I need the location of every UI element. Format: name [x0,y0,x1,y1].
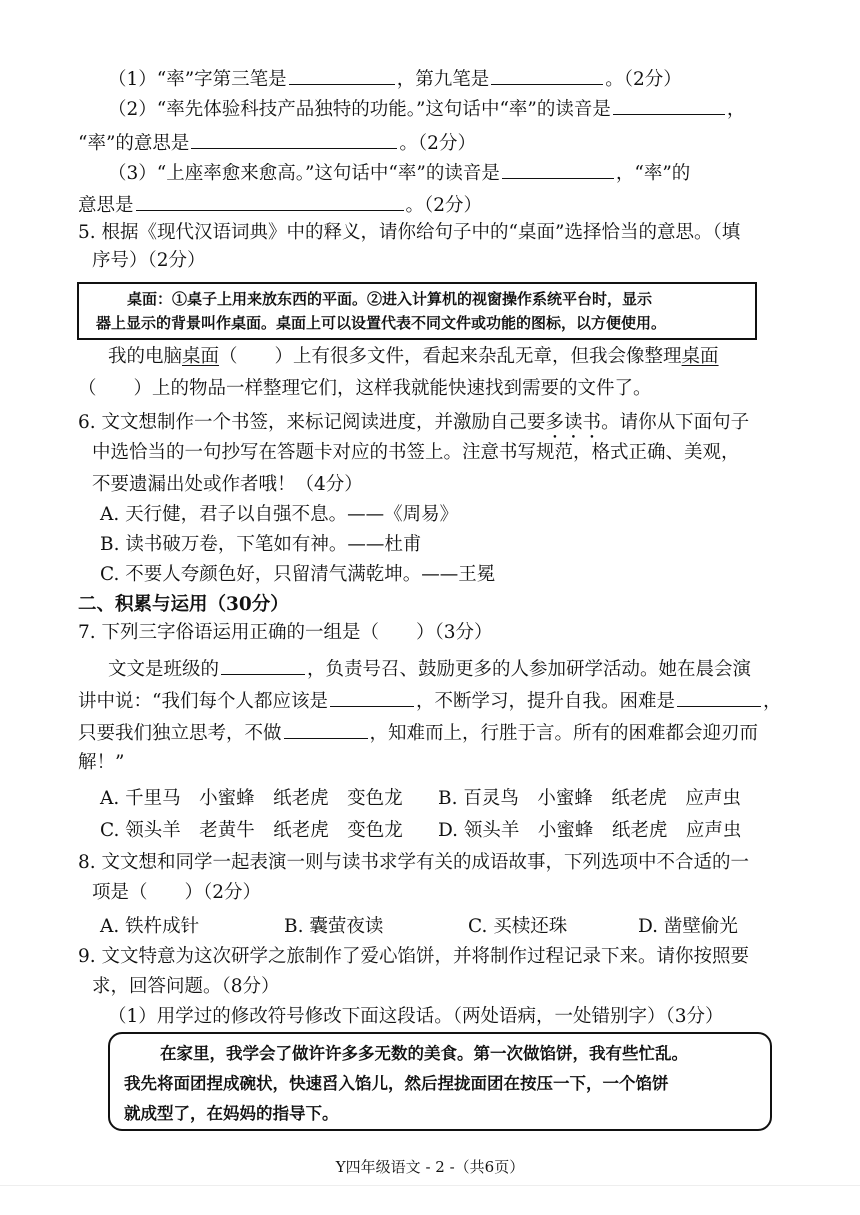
q5-underlined-word: 桌面 [182,346,220,367]
q4-part1 [108,66,682,91]
q9-stem-line1: 9. 文文特意为这次研学之旅制作了爱心馅饼，并将制作过程记录下来。请你按照要 [78,946,750,967]
q7-option-b: B. 百灵鸟 小蜜蜂 纸老虎 应声虫 [438,788,741,809]
answer-blank[interactable] [284,720,368,739]
q9-subquestion-1: （1）用学过的修改符号修改下面这段话。（两处语病，一处错别字）（3分） [108,1006,724,1027]
q6-stem-line2: 中选恰当的一句抄写在答题卡对应的书签上。注意书写规范，格式正确、美观， [92,442,740,463]
q4-p1-text-a: （1）“率”字第三笔是 [108,69,287,90]
q6-option-c: C. 不要人夸颜色好，只留清气满乾坤。——王冕 [100,564,496,585]
q7-stem: 7. 下列三字俗语运用正确的一组是（ ）（3分） [78,622,493,643]
q7-option-a: A. 千里马 小蜜蜂 纸老虎 变色龙 [100,788,403,809]
answer-blank[interactable] [502,160,614,179]
q8-stem-line2: 项是（ ）（2分） [92,882,262,903]
q5-s1-text-b: （ ）上有很多文件，看起来杂乱无章，但我会像整理 [219,346,682,367]
q8-option-d: D. 凿壁偷光 [638,916,738,937]
paragraph-line: 在家里，我学会了做许许多多无数的美食。第一次做馅饼，我有些忙乱。 [160,1044,688,1063]
q7-text: ，不断学习，提升自我。困难是 [415,691,675,712]
q7-text: 只要我们独立思考，不做 [78,723,282,744]
q7-text: ， [762,691,782,712]
q4-p2-text-b: ， [726,99,746,120]
q9-stem-line2: 求，回答问题。（8分） [92,976,280,997]
q4-p3-text-d: 。（2分） [405,195,483,216]
q6-stem-line3: 不要遗漏出处或作者哦！（4分） [92,474,363,495]
q7-passage-line4: 解！” [78,752,125,773]
q5-sentence-line2: （ ）上的物品一样整理它们，这样我就能快速找到需要的文件了。 [78,378,652,399]
q5-s1-text-a: 我的电脑 [108,346,183,367]
q7-text: ，负责号召、鼓励更多的人参加研学活动。她在晨会演 [307,659,752,680]
answer-blank[interactable] [330,688,414,707]
q7-text: ，知难而上，行胜于言。所有的困难都会迎刃而 [369,723,759,744]
q4-part2-line2 [78,130,476,155]
answer-blank[interactable] [491,66,603,85]
q7-text: 讲中说：“我们每个人都应该是 [78,691,328,712]
q4-p2-text-c: “率”的意思是 [78,133,190,154]
q7-option-d: D. 领头羊 小蜜蜂 纸老虎 应声虫 [438,820,742,841]
page-bottom-rule [0,1185,860,1186]
paragraph-line: 就成型了，在妈妈的指导下。 [124,1104,339,1123]
answer-blank[interactable] [221,656,305,675]
q7-passage-line2 [78,688,782,713]
q4-p3-text-c: 意思是 [78,195,134,216]
q4-p2-text-d: 。（2分） [399,133,476,154]
q6-stem-text-a: 6. 文文想制作一个书签，来标记阅读进度，并激励自己要 [78,412,546,433]
q8-stem-line1: 8. 文文想和同学一起表演一则与读书求学有关的成语故事，下列选项中不合适的一 [78,852,750,873]
q7-passage-line3 [78,720,758,745]
definition-line: 桌面：①桌子上用来放东西的平面。②进入计算机的视窗操作系统平台时，显示 [127,290,653,308]
q4-part3-line1 [108,160,690,185]
q4-part3-line2 [78,192,482,217]
q6-emphasis-text: 多读书 [545,412,602,433]
q5-definition-box [77,282,757,340]
q8-option-a: A. 铁杵成针 [100,916,200,937]
q6-option-a: A. 天行健，君子以自强不息。——《周易》 [100,504,459,525]
q7-option-c: C. 领头羊 老黄牛 纸老虎 变色龙 [100,820,403,841]
answer-blank[interactable] [613,96,725,115]
q8-option-c: C. 买椟还珠 [468,916,568,937]
q4-p2-text-a: （2）“率先体验科技产品独特的功能。”这句话中“率”的读音是 [108,99,611,120]
q4-part2-line1 [108,96,745,121]
q4-p3-text-a: （3）“上座率愈来愈高。”这句话中“率”的读音是 [108,163,500,184]
answer-blank[interactable] [136,192,404,211]
q4-p1-text-c: 。（2分） [605,69,682,90]
q9-paragraph-box [108,1032,772,1131]
paragraph-line: 我先将面团捏成碗状，快速舀入馅儿，然后捏拢面团在按压一下，一个馅饼 [124,1074,669,1093]
q6-stem-line1 [78,412,749,443]
q5-stem-line1: 5. 根据《现代汉语词典》中的释义，请你给句子中的“桌面”选择恰当的意思。（填 [78,222,741,243]
q5-sentence-line1 [108,346,719,368]
answer-blank[interactable] [289,66,395,85]
q5-stem-line2: 序号）（2分） [92,250,206,271]
q8-option-b: B. 囊萤夜读 [284,916,384,937]
q5-underlined-word: 桌面 [681,346,719,367]
q7-passage-line1 [108,656,751,681]
definition-line: 器上显示的背景叫作桌面。桌面上可以设置代表不同文件或功能的图标，以方便使用。 [96,314,667,332]
page-footer: Y四年级语文 - 2 -（共6页） [335,1158,525,1176]
section-heading: 二、积累与运用（30分） [78,594,289,615]
q6-stem-text-b: 。请你从下面句子 [601,412,750,433]
q6-option-b: B. 读书破万卷，下笔如有神。——杜甫 [100,534,422,555]
q4-p1-text-b: ，第九笔是 [396,69,490,90]
answer-blank[interactable] [191,130,397,149]
q4-p3-text-b: ，“率”的 [615,163,691,184]
q7-text: 文文是班级的 [108,659,220,680]
answer-blank[interactable] [677,688,761,707]
